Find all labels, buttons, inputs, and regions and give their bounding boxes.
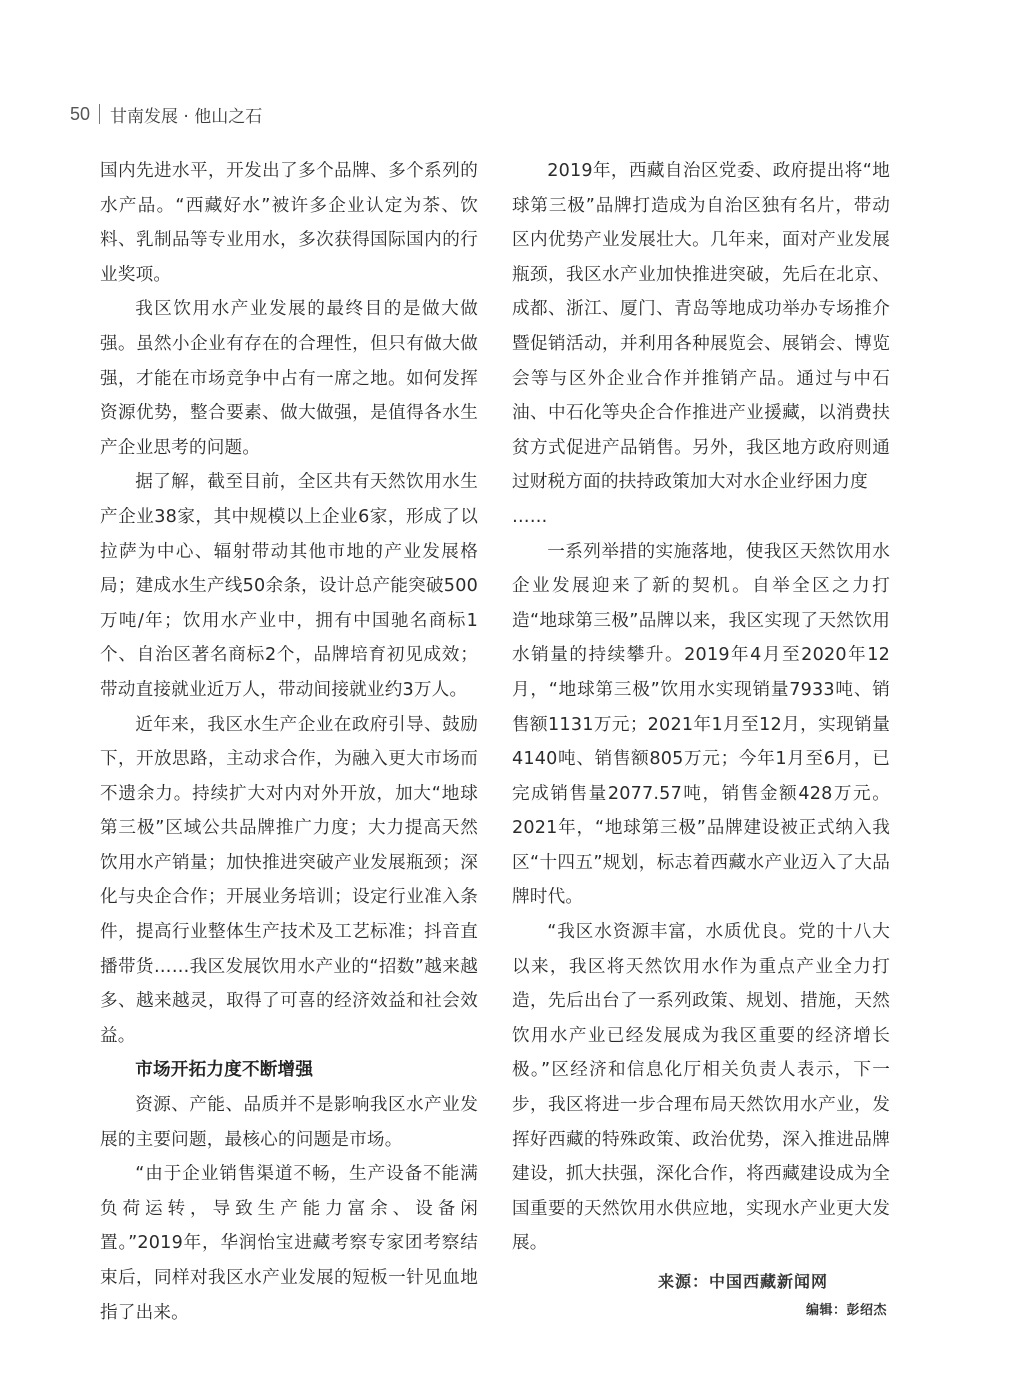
paragraph: 一系列举措的实施落地，使我区天然饮用水企业发展迎来了新的契机。自举全区之力打造“地球第三极”品牌以来，我区实现了天然饮用水销量的持续攀升。2019年4月至2020年12月，“地球第三极”饮用水实现销量7933吨、销售额1131万元；2021年1月至12月，实现销量4140吨、销售额805万元；今年1月至6月，已完成销售量2077.57吨，销售金额428万元。2021年，“地球第三极”品牌建设被正式纳入我区“十四五”规划，标志着西藏水产业迈入了大品牌时代。 <box>512 541 890 908</box>
paragraph-continuation: …… <box>512 506 548 527</box>
right-column <box>512 154 890 1261</box>
paragraph: 2019年，西藏自治区党委、政府提出将“地球第三极”品牌打造成为自治区独有名片，带动区内优势产业发展壮大。几年来，面对产业发展瓶颈，我区水产业加快推进突破，先后在北京、成都、浙江、厦门、青岛等地成功举办专场推介暨促销活动，并利用各种展览会、展销会、博览会等与区外企业合作并推销产品。通过与中石油、中石化等央企合作推进产业援藏，以消费扶贫方式促进产品销售。另外，我区地方政府则通过财税方面的扶持政策加大对水企业纾困力度 <box>512 161 890 493</box>
paragraph: 近年来，我区水生产企业在政府引导、鼓励下，开放思路，主动求合作，为融入更大市场而不遗余力。持续扩大对内对外开放，加大“地球第三极”区域公共品牌推广力度；大力提高天然饮用水产销量；加快推进突破产业发展瓶颈；深化与央企合作；开展业务培训；设定行业准入条件，提高行业整体生产技术及工艺标准；抖音直播带货……我区发展饮用水产业的“招数”越来越多、越来越灵，取得了可喜的经济效益和社会效益。 <box>100 714 478 1046</box>
page-number: 50 <box>70 103 91 124</box>
paragraph: “我区水资源丰富，水质优良。党的十八大以来，我区将天然饮用水作为重点产业全力打造，先后出台了一系列政策、规划、措施，天然饮用水产业已经发展成为我区重要的经济增长极。”区经济和信息化厅相关负责人表示，下一步，我区将进一步合理布局天然饮用水产业，发挥好西藏的特殊政策、政治优势，深入推进品牌建设，抓大扶强，深化合作，将西藏建设成为全国重要的天然饮用水供应地，实现水产业更大发展。 <box>512 922 890 1254</box>
source-credit: 来源：中国西藏新闻网 <box>658 1272 829 1291</box>
section-heading: 市场开拓力度不断增强 <box>135 1060 314 1081</box>
editor-credit: 编辑：彭绍杰 <box>806 1303 888 1318</box>
paragraph: 资源、产能、品质并不是影响我区水产业发展的主要问题，最核心的问题是市场。 <box>100 1095 478 1150</box>
paragraph: 据了解，截至目前，全区共有天然饮用水生产企业38家，其中规模以上企业6家，形成了以拉萨为中心、辐射带动其他市地的产业发展格局；建成水生产线50余条，设计总产能突破500万吨/年；饮用水产业中，拥有中国驰名商标1个、自治区著名商标2个，品牌培育初见成效；带动直接就业近万人，带动间接就业约3万人。 <box>100 472 478 700</box>
paragraph: 国内先进水平，开发出了多个品牌、多个系列的水产品。“西藏好水”被许多企业认定为茶、饮料、乳制品等专业用水，多次获得国际国内的行业奖项。 <box>100 161 478 285</box>
paragraph: “由于企业销售渠道不畅，生产设备不能满负荷运转，导致生产能力富余、设备闲置。”2019年，华润怡宝进藏考察专家团考察结束后，同样对我区水产业发展的短板一针见血地指了出来。 <box>100 1164 478 1323</box>
section-title: 甘南发展 · 他山之石 <box>110 106 263 127</box>
left-column <box>100 154 478 1330</box>
running-header <box>70 99 262 129</box>
paragraph: 我区饮用水产业发展的最终目的是做大做强。虽然小企业有存在的合理性，但只有做大做强，才能在市场竞争中占有一席之地。如何发挥资源优势，整合要素、做大做强，是值得各水生产企业思考的问题。 <box>100 299 478 458</box>
header-divider <box>99 104 100 124</box>
